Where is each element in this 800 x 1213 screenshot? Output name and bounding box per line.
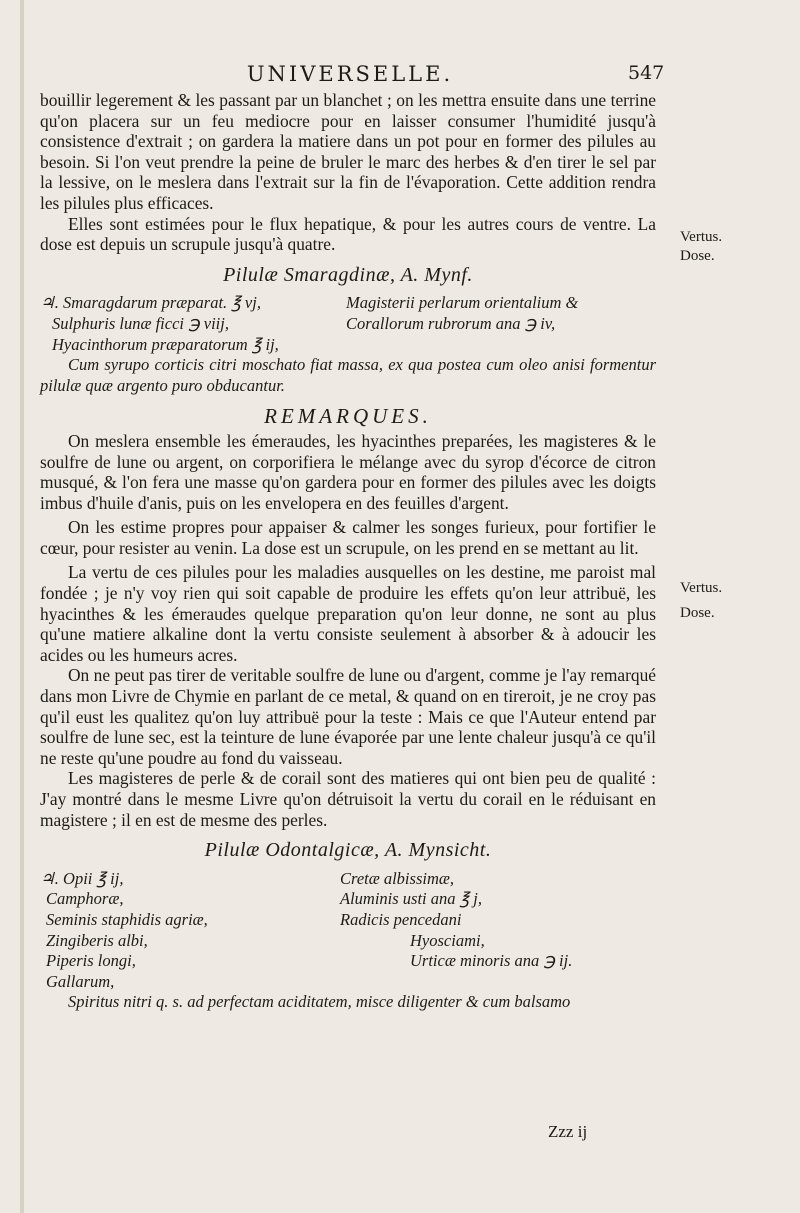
paragraph: bouillir legerement & les passant par un blanchet ; on les mettra ensuite dans une terrine qu'on placera sur un feu mediocre pour en laisser consumer l'humidité jusqu'à consistence d'extrait ; on gardera la matiere dans un pot pour en former des pilules au besoin. Si l'on veut prendre la peine de bruler le marc des herbes & d'en tirer le sel par la lessive, on le meslera dans l'extrait sur la fin de l'évaporation. Cette addition rendra les pilules plus efficaces. [40, 90, 656, 213]
rx-item: Hyosciami, [410, 930, 485, 950]
rx-item: Aluminis usti ana ℥ j, [340, 889, 482, 909]
paragraph: On les estime propres pour appaiser & calmer les songes furieux, pour fortifier le cœur, pour resister au venin. La dose est un scrupule, on les prend en se mettant au lit. [40, 517, 656, 558]
rx-item: Gallarum, [46, 971, 115, 991]
rx-item: Corallorum rubrorum ana ℈ iv, [346, 313, 556, 333]
rx-item: Camphoræ, [46, 889, 124, 909]
section-title: Pilulæ Smaragdinæ, A. Mynf. [223, 263, 473, 286]
rx-item: Seminis staphidis agriæ, [46, 909, 208, 929]
margin-note-vertus: Vertus. [680, 580, 723, 596]
rx-item: Piperis longi, [46, 951, 136, 971]
paragraph: La vertu de ces pilules pour les maladies ausquelles on les destine, me paroist mal fondée ; je n'y voy rien qui soit capable de produire les effets qu'on leur attribuë, les hyacinthes & les émeraudes quelque preparation qu'on leur donne, ne sont au plus qu'une matiere alkaline dont la vertu consiste seulement à absorber & à adoucir les acides ou les humeurs acres. [40, 562, 656, 665]
formula-instruction: Cum syrupo corticis citri moschato fiat massa, ex qua postea cum oleo anisi formentur pilulæ quæ argento puro obducantur. [40, 355, 656, 395]
margin-note-vertus: Vertus. [680, 229, 723, 245]
section-title: Pilulæ Odontalgicæ, A. Mynsicht. [204, 839, 492, 862]
catchword: Zzz ij [548, 1122, 588, 1141]
rx-item: Cretæ albissimæ, [340, 868, 454, 888]
margin-note-dose: Dose. [680, 248, 715, 264]
rx-item: ♃. Smaragdarum præparat. ℥ vj, [40, 293, 261, 313]
prescription [40, 869, 656, 993]
paragraph: Elles sont estimées pour le flux hepatique, & pour les autres cours de ventre. La dose est depuis un scrupule jusqu'à quatre. [40, 213, 656, 255]
running-head: UNIVERSELLE. [246, 62, 454, 86]
formula-instruction: Spiritus nitri q. s. ad perfectam aciditatem, misce diligenter & cum balsamo [68, 992, 571, 1012]
page-number: 547 [628, 62, 665, 84]
rx-item: ♃. Opii ℥ ij, [40, 868, 124, 888]
rx-item: Sulphuris lunæ ficci ℈ viij, [52, 313, 229, 333]
paragraph: On ne peut pas tirer de veritable soulfre de lune ou d'argent, comme je l'ay remarqué dans mon Livre de Chymie en parlant de ce metal, & quand on en tireroit, je ne croy pas qu'il eust les qualitez qu'on luy attribuë pour la teste : Mais ce que l'Auteur entend par soulfre de lune sec, est la teinture de lune évaporée par une lente chaleur jusqu'à ce qu'il ne reste qu'une poudre au fond du vaisseau. [40, 665, 656, 768]
page-edge-shadow [20, 0, 24, 1213]
paragraph: On meslera ensemble les émeraudes, les hyacinthes preparées, les magisteres & le soulfre de lune ou argent, on corporifiera le mélange avec du syrop d'écorce de citron musqué, & l'on fera une masse qu'on gardera pour en former des pilules avec les doigts imbus d'huile d'anis, puis on les envelopera en des feuilles d'argent. [40, 430, 656, 513]
rx-item: Magisterii perlarum orientalium & [346, 293, 579, 313]
paragraph: Les magisteres de perle & de corail sont des matieres qui ont bien peu de qualité : J'ay montré dans le mesme Livre qu'on détruisoit la vertu du corail en le réduisant en magistere ; il en est de mesme des perles. [40, 768, 656, 830]
rx-item: Radicis pencedani [340, 909, 462, 929]
rx-item: Urticæ minoris ana ℈ ij. [410, 951, 573, 971]
main-text [40, 90, 656, 1013]
rx-item: Hyacinthorum præparatorum ℥ ij, [52, 334, 279, 354]
prescription [40, 293, 656, 355]
margin-note-dose: Dose. [680, 605, 715, 621]
rx-item: Zingiberis albi, [46, 930, 148, 950]
remarques-title: REMARQUES. [264, 404, 432, 429]
